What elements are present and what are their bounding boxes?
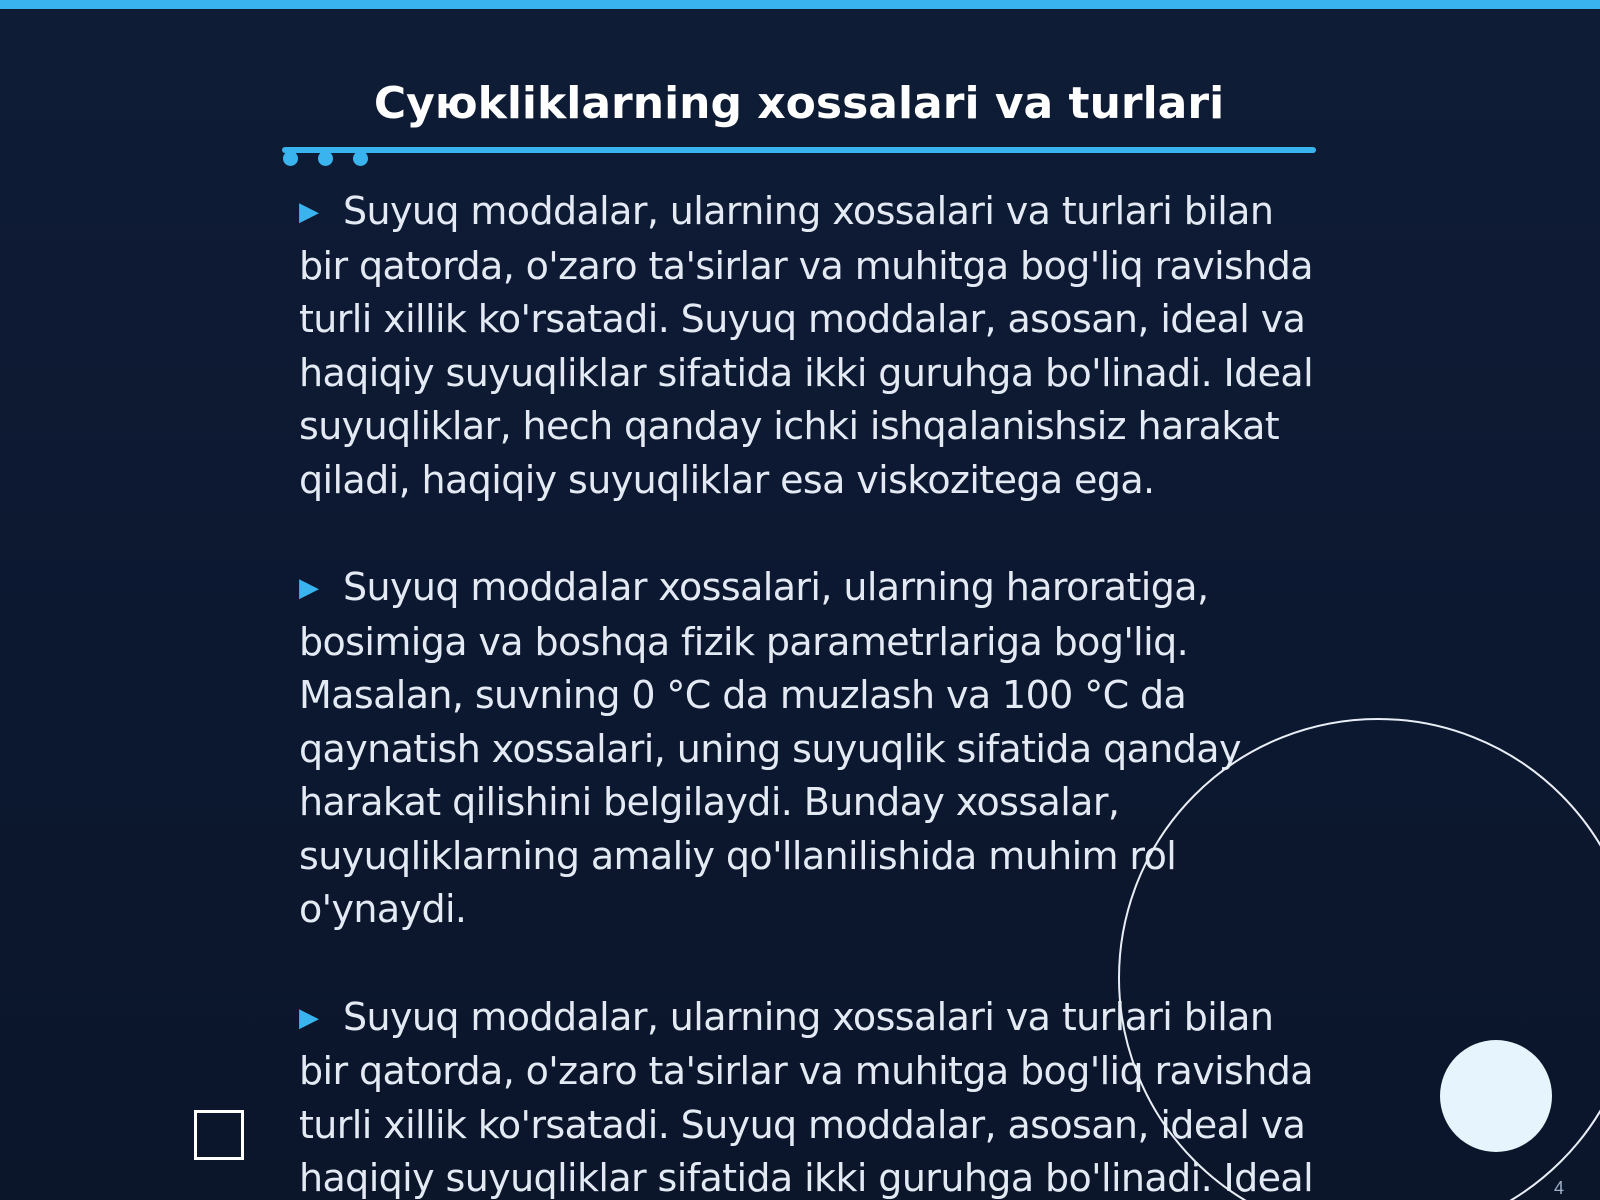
decorative-dot	[318, 151, 333, 166]
bullet-item	[299, 991, 1319, 1200]
bullet-text: Suyuq moddalar, ularning xossalari va turlari bilan bir qatorda, o'zaro ta'sirlar va muhitga bog'liq ravishda turli xillik ko'rsatadi. Suyuq moddalar, asosan, ideal va haqiqiy suyuqliklar sifatida ikki guruhga bo'linadi. Ideal suyuqliklar, hech qanday ichki ishqalanishsiz harakat qiladi, haqiqiy suyuqliklar esa viskozitega ega.	[299, 189, 1314, 502]
top-accent-bar	[0, 0, 1600, 9]
bullet-text: Suyuq moddalar xossalari, ularning haroratiga, bosimiga va boshqa fizik parametrlariga bog'liq. Masalan, suvning 0 °C da muzlash va 100 °C da qaynatish xossalari, uning suyuqlik sifatida qanday harakat qilishini belgilaydi. Bunday xossalar, suyuqliklarning amaliy qo'llanilishida muhim rol o'ynaydi.	[299, 565, 1241, 931]
bullet-arrow-icon: ▶	[299, 197, 319, 227]
slide-number: 4	[1554, 1178, 1565, 1198]
decorative-square	[194, 1110, 244, 1160]
bullet-item	[299, 185, 1319, 507]
slide-title: Суюkliklarning xossalari va turlari	[373, 78, 1225, 129]
bullet-arrow-icon: ▶	[299, 1002, 319, 1033]
decorative-orb	[1440, 1040, 1552, 1152]
bullet-item	[299, 561, 1319, 937]
title-underline	[282, 147, 1316, 153]
decorative-dot	[283, 151, 298, 166]
bullet-arrow-icon: ▶	[299, 573, 319, 603]
decorative-dot	[353, 151, 368, 166]
bullet-text: Suyuq moddalar, ularning xossalari va turlari bilan bir qatorda, o'zaro ta'sirlar va muhitga bog'liq ravishda turli xillik ko'rsatadi. Suyuq moddalar, asosan, ideal va haqiqiy suyuqliklar sifatida ikki guruhga bo'linadi. Ideal	[299, 994, 1314, 1200]
slide-body	[299, 185, 1319, 1200]
